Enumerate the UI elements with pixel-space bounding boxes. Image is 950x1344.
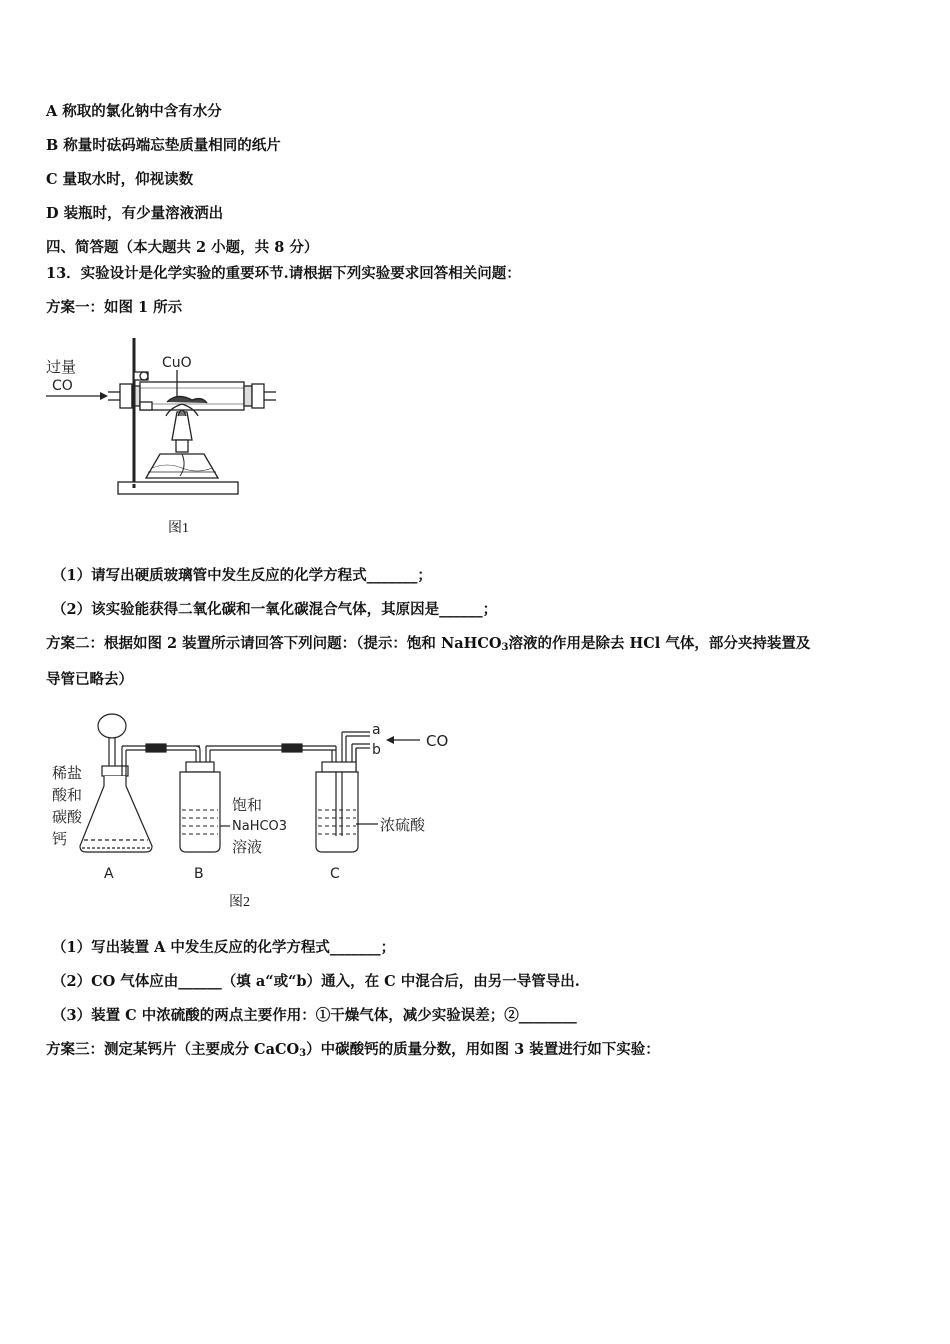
- fig2-letter-c: C: [330, 866, 340, 882]
- fig2-letter-a: A: [104, 866, 114, 882]
- fig2-co: CO: [426, 732, 449, 750]
- question-13: 13．实验设计是化学实验的重要环节.请根据下列实验要求回答相关问题：: [46, 265, 521, 282]
- fig2-tube-b: b: [372, 742, 381, 758]
- plan2-title-line2: 导管已略去）: [46, 671, 133, 688]
- plan2-q2: （2）CO 气体应由______（填 a“或“b）通入，在 C 中混合后，由另一导管导出.: [52, 973, 580, 990]
- figure-1: [42, 330, 302, 540]
- plan3-title: 方案三：测定某钙片（主要成分 CaCO$_3$）中碳酸钙的质量分数，用如图 3 装置进行如下实验：: [46, 1041, 660, 1059]
- fig2-label-c: 浓硫酸: [380, 816, 426, 834]
- fig2-label-a-3: 碳酸: [52, 808, 83, 826]
- option-b: B 称量时砝码端忘垫质量相同的纸片: [46, 137, 281, 154]
- plan2-q3: （3）装置 C 中浓硫酸的两点主要作用：①干燥气体，减少实验误差；②________: [52, 1007, 577, 1024]
- fig2-label-b-3: 溶液: [232, 838, 263, 856]
- fig2-label-a-2: 酸和: [52, 786, 83, 804]
- fig1-label-excess: 过量: [46, 358, 77, 376]
- fig2-label-b-2: NaHCO3: [232, 819, 288, 834]
- fig1-glass-tube: [140, 382, 244, 410]
- fig1-stopper-left: [120, 384, 132, 408]
- option-d: D 装瓶时，有少量溶液洒出: [46, 205, 224, 222]
- fig2-bottle-b: [180, 772, 220, 852]
- fig1-stopper-right: [252, 384, 264, 408]
- fig2-label-b-1: 饱和: [232, 796, 263, 814]
- plan1-q1: （1）请写出硬质玻璃管中发生反应的化学方程式_______；: [52, 567, 432, 584]
- plan1-q2: （2）该实验能获得二氧化碳和一氧化碳混合气体，其原因是______；: [52, 601, 498, 618]
- fig2-bottle-c: [316, 772, 358, 852]
- plan2-title: 方案二：根据如图 2 装置所示请回答下列问题：（提示：饱和 NaHCO$_3$溶液的作用是除去 HCl 气体，部分夹持装置及: [46, 635, 811, 653]
- fig2-tube-a: a: [372, 722, 381, 738]
- option-a: A 称取的氯化钠中含有水分: [46, 103, 222, 120]
- plan1-title: 方案一：如图 1 所示: [46, 299, 183, 316]
- fig1-label-cuo: CuO: [162, 355, 192, 371]
- fig2-funnel: [98, 714, 126, 738]
- option-c: C 量取水时，仰视读数: [46, 171, 194, 188]
- fig1-base: [118, 482, 238, 494]
- fig2-label-a-4: 钙: [52, 830, 68, 848]
- fig2-label-a-1: 稀盐: [52, 764, 83, 782]
- figure-2: [46, 706, 466, 916]
- plan2-q1: （1）写出装置 A 中发生反应的化学方程式_______；: [52, 939, 396, 956]
- fig1-caption: 图1: [168, 521, 189, 536]
- fig1-label-co: CO: [52, 378, 73, 394]
- fig2-letter-b: B: [194, 866, 204, 882]
- section-title: 四、简答题（本大题共 2 小题，共 8 分）: [46, 239, 319, 256]
- fig1-alcohol-lamp: [146, 454, 218, 478]
- fig2-caption: 图2: [229, 895, 250, 910]
